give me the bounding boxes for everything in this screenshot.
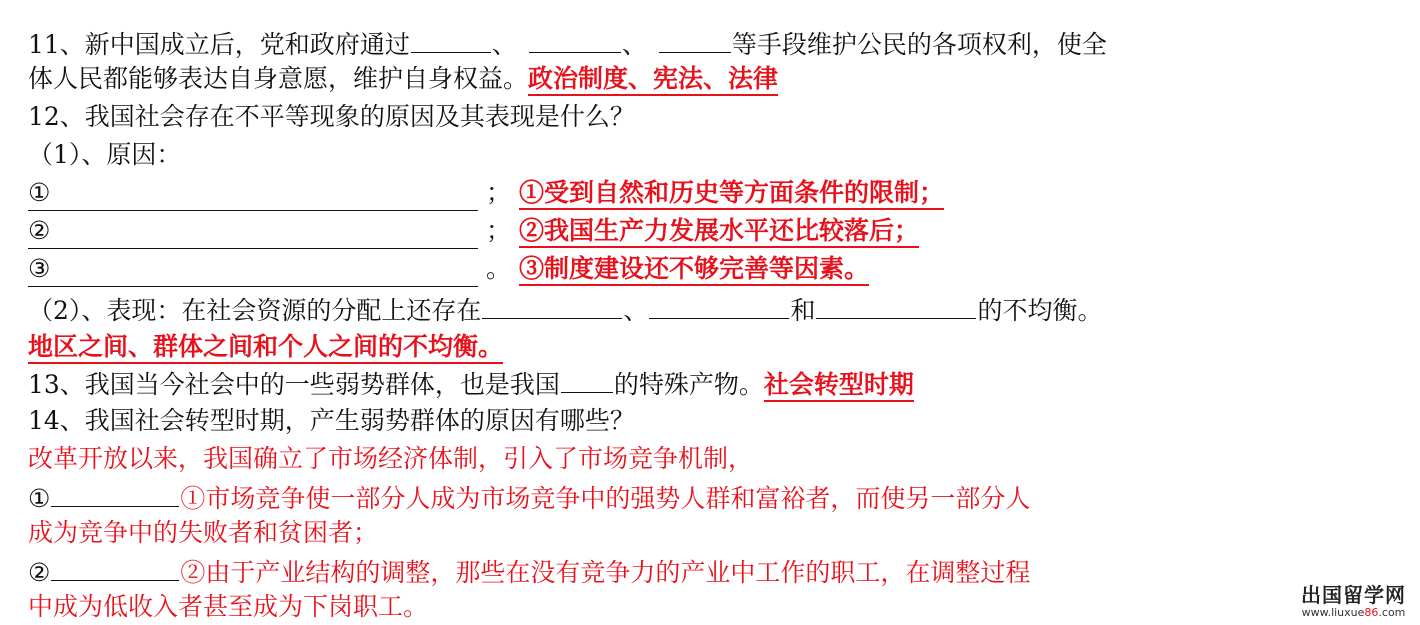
q13-line	[28, 366, 914, 400]
reason-2-blank	[28, 214, 478, 249]
q12-part2-sep: 、	[623, 296, 649, 325]
q14-item-1-marker: ①	[28, 484, 51, 513]
q11-answer: 政治制度、宪法、法律	[528, 64, 778, 96]
q14-question: 14、我国社会转型时期，产生弱势群体的原因有哪些？	[28, 406, 635, 435]
reason-2-answer: ②我国生产力发展水平还比较落后；	[519, 216, 919, 248]
reason-2-punct: ；	[486, 216, 512, 245]
q12-part2-and: 和	[790, 296, 816, 325]
q11-line1	[28, 26, 1107, 60]
q13-text-a: 13、我国当今社会中的一些弱势群体，也是我国	[28, 370, 560, 399]
q14-item-1-blank	[51, 480, 179, 507]
reason-1-blank	[28, 176, 478, 211]
q12-part2-blank-1	[482, 292, 622, 319]
q12-part1-label: （1）、原因：	[28, 140, 182, 169]
q14-item-2-blank	[51, 554, 179, 581]
q14-item-2-marker: ②	[28, 558, 51, 587]
q13-blank	[561, 366, 613, 393]
watermark-url-c: .com	[1378, 606, 1406, 619]
reason-1-answer: ①受到自然和历史等方面条件的限制；	[519, 178, 944, 210]
q14-item-2-line1	[28, 554, 1030, 588]
reason-3-answer: ③制度建设还不够完善等因素。	[519, 254, 869, 286]
q11-sep-2: 、	[621, 30, 647, 59]
q14-intro: 改革开放以来，我国确立了市场经济体制，引入了市场竞争机制，	[28, 444, 754, 473]
reason-2-marker: ②	[28, 216, 51, 245]
q11-blank-3	[659, 26, 731, 53]
q14-item-1-line1	[28, 480, 1030, 514]
q11-line2-text: 体人民都能够表达自身意愿，维护自身权益。	[28, 64, 529, 93]
q12-reason-2	[28, 214, 919, 248]
q12-question: 12、我国社会存在不平等现象的原因及其表现是什么？	[28, 102, 635, 131]
reason-3-punct: 。	[486, 254, 512, 283]
q11-text-b: 等手段维护公民的各项权利，使全	[731, 30, 1107, 59]
q11-text-a: 11、新中国成立后，党和政府通过	[28, 30, 410, 59]
reason-3-blank	[28, 252, 478, 287]
q11-line2	[28, 62, 778, 96]
q11-sep-1: 、	[491, 30, 517, 59]
q12-reason-1	[28, 176, 944, 210]
q12-reason-3	[28, 252, 869, 286]
q14-item-1-answer-l1: ①市场竞争使一部分人成为市场竞争中的强势人群和富裕者，而使另一部分人	[180, 484, 1031, 513]
q14-item-2-answer-l1: ②由于产业结构的调整，那些在没有竞争力的产业中工作的职工，在调整过程	[180, 558, 1031, 587]
q12-part2-end: 的不均衡。	[977, 296, 1103, 325]
reason-3-marker: ③	[28, 254, 51, 283]
q13-text-b: 的特殊产物。	[613, 370, 764, 399]
q12-part2-blank-2	[649, 292, 789, 319]
reason-1-punct: ；	[486, 178, 512, 207]
watermark-url	[1301, 606, 1406, 619]
watermark-title: 出国留学网	[1301, 583, 1406, 607]
q11-blank-1	[411, 26, 491, 53]
watermark-url-b: 86	[1364, 606, 1379, 619]
q11-blank-2	[529, 26, 621, 53]
watermark-url-a: www.liuxue	[1301, 606, 1365, 619]
q12-part2-text-a: （2）、表现：在社会资源的分配上还存在	[28, 296, 482, 325]
q12-part2	[28, 292, 1102, 326]
q12-part2-answer: 地区之间、群体之间和个人之间的不均衡。	[28, 332, 503, 364]
q12-part2-blank-3	[816, 292, 976, 319]
reason-1-marker: ①	[28, 178, 51, 207]
q14-item-2-line2: 中成为低收入者甚至成为下岗职工。	[28, 592, 429, 621]
site-watermark	[1301, 584, 1406, 619]
q13-answer: 社会转型时期	[764, 370, 914, 402]
q14-item-1-line2: 成为竞争中的失败者和贫困者；	[28, 518, 379, 547]
q12-part2-answer-line	[28, 330, 503, 364]
